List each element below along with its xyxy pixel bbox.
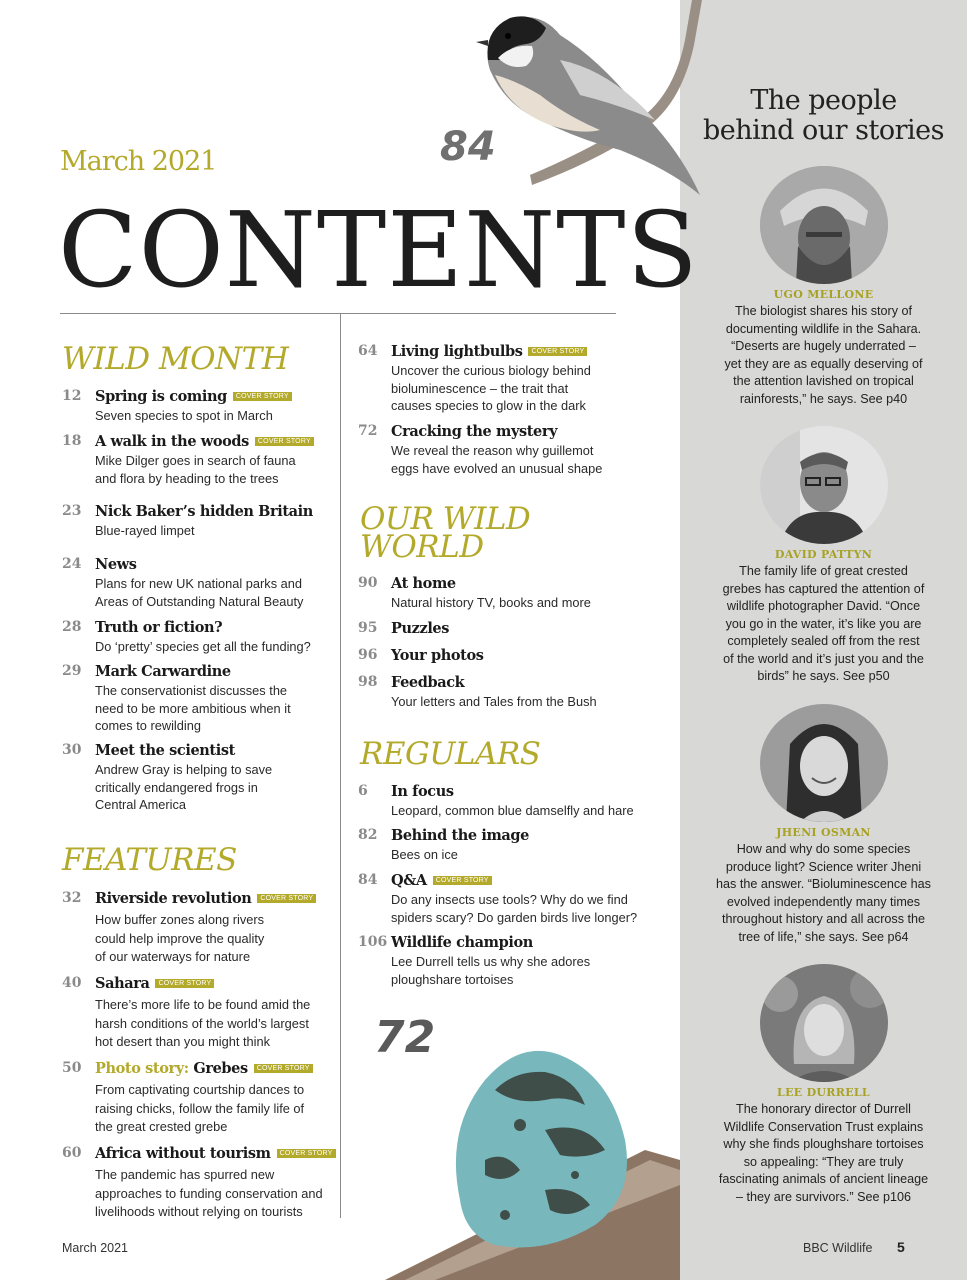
page-number: 95 — [358, 620, 378, 636]
entry-description: Uncover the curious biology behind bioluminescence – the trait that causes species to glow in the dark — [391, 363, 591, 413]
entry-title: A walk in the woods COVER STORY — [95, 433, 314, 450]
bio-line: How and why do some species — [736, 842, 911, 856]
entry-description: Your letters and Tales from the Bush — [391, 694, 597, 709]
page-number: 32 — [62, 890, 82, 906]
entry-description: Leopard, common blue damselfly and hare — [391, 803, 634, 818]
bio-line: has the answer. “Bioluminescence has — [716, 877, 931, 891]
entry-description: Plans for new UK national parks and Areas of Outstanding Natural Beauty — [95, 576, 304, 609]
avatar — [760, 166, 888, 284]
contributor-ugo-mellone — [680, 166, 967, 408]
bio-line: evolved independently many times — [726, 894, 921, 909]
sidebar-title-line-2: behind our stories — [702, 115, 944, 146]
entry-description: Seven species to spot in March — [95, 408, 273, 423]
entry-title: Puzzles — [391, 620, 450, 637]
contributor-bio — [704, 303, 944, 408]
section-title-our-wild-world: OUR WILD WORLD — [360, 501, 531, 565]
entry-title: Your photos — [391, 647, 484, 664]
entry-description: Do any insects use tools? Why do we find spiders scary? Do garden birds live longer? — [391, 892, 638, 925]
entry-title: Q&A COVER STORY — [391, 872, 492, 889]
cover-story-badge: COVER STORY — [433, 876, 492, 885]
bio-line: – they are survivors.” See p106 — [735, 1189, 911, 1204]
bio-line: birds” he says. See p50 — [757, 669, 890, 683]
page-number: 24 — [62, 556, 82, 572]
section-title-features: FEATURES — [62, 842, 237, 878]
egg-page-number: 72 — [374, 1012, 436, 1063]
entry-description: Bees on ice — [391, 847, 458, 862]
bio-line: so appealing: “They are truly — [743, 1154, 904, 1169]
bio-line: wildlife photographer David. “Once — [726, 599, 921, 613]
footer-magazine-name: BBC Wildlife — [803, 1241, 873, 1255]
cover-story-badge: COVER STORY — [254, 1064, 313, 1073]
entry-title: Nick Baker’s hidden Britain — [95, 503, 313, 520]
entry-title: Meet the scientist — [95, 742, 235, 759]
bio-line: rainforests,” he says. See p40 — [739, 391, 908, 406]
bio-line: why she finds ploughshare tortoises — [723, 1137, 924, 1151]
contributor-name: LEE DURRELL — [777, 1086, 870, 1099]
bio-line: Wildlife Conservation Trust explains — [723, 1119, 924, 1134]
bio-line: documenting wildlife in the Sahara. — [725, 321, 922, 336]
page-number: 50 — [62, 1060, 82, 1076]
page-number: 29 — [62, 663, 82, 679]
entry-description: We reveal the reason why guillemot eggs have evolved an unusual shape — [391, 443, 603, 476]
sidebar-title-line-1: The people — [750, 85, 897, 116]
entry-description: The conservationist discusses the need to be more ambitious when it comes to rewilding — [95, 683, 291, 733]
bio-line: The honorary director of Durrell — [736, 1102, 911, 1116]
entry-description: Mike Dilger goes in search of fauna and flora by heading to the trees — [95, 453, 296, 486]
bio-line: completely sealed off from the rest — [727, 634, 920, 648]
avatar — [760, 704, 888, 822]
entry-title: Spring is coming COVER STORY — [95, 388, 292, 405]
entry-description: Blue-rayed limpet — [95, 523, 195, 538]
contributor-david-pattyn — [680, 426, 967, 686]
entry-title: Feedback — [391, 674, 465, 691]
entry-title: Riverside revolution COVER STORY — [95, 890, 316, 907]
cover-story-badge: COVER STORY — [233, 392, 292, 401]
entry-description: From captivating courtship dances to raising chicks, follow the family life of the great crested grebe — [95, 1082, 305, 1134]
page-number: 90 — [358, 575, 378, 591]
bio-line: tree of life,” she says. See p64 — [738, 929, 909, 944]
cover-story-badge: COVER STORY — [255, 437, 314, 446]
page-number: 40 — [62, 975, 82, 991]
entry-title: News — [95, 556, 137, 573]
cover-story-badge: COVER STORY — [257, 894, 316, 903]
entry-title: Truth or fiction? — [95, 619, 223, 636]
entry-title: Africa without tourism COVER STORY — [95, 1145, 336, 1162]
page-number: 106 — [358, 934, 388, 950]
entry-description: There’s more life to be found amid the harsh conditions of the world’s largest hot desert than you might think — [95, 997, 311, 1049]
contributor-bio — [704, 1101, 944, 1206]
contributors-sidebar — [680, 0, 967, 1280]
contributor-lee-durrell — [680, 964, 967, 1206]
cover-story-badge: COVER STORY — [155, 979, 214, 988]
contributor-bio — [704, 841, 944, 946]
page-number: 28 — [62, 619, 82, 635]
entry-description: Do ‘pretty’ species get all the funding? — [95, 639, 311, 654]
avatar — [760, 426, 888, 544]
bio-line: The biologist shares his story of — [734, 304, 913, 318]
contributor-name: JHENI OSMAN — [776, 826, 871, 839]
page-number: 98 — [358, 674, 378, 690]
bio-line: throughout history and all across the — [721, 912, 926, 926]
entry-title: Mark Carwardine — [95, 663, 231, 680]
page-number: 84 — [358, 872, 378, 888]
page-title: CONTENTS — [58, 189, 699, 311]
cover-story-badge: COVER STORY — [528, 347, 587, 356]
contributor-name: UGO MELLONE — [773, 288, 874, 301]
footer-date: March 2021 — [62, 1241, 129, 1255]
bio-line: you go in the water, it’s like you are — [725, 616, 922, 631]
bio-line: of the world and it’s just you and the — [723, 651, 924, 666]
page-number: 64 — [358, 343, 378, 359]
entry-description: Natural history TV, books and more — [391, 595, 591, 610]
footer-page-number: 5 — [897, 1239, 905, 1255]
chickadee-image — [470, 0, 710, 200]
page-number: 82 — [358, 827, 378, 843]
bio-line: “Deserts are hugely underrated – — [731, 339, 916, 353]
page-number: 12 — [62, 388, 82, 404]
section-title-regulars: REGULARS — [360, 736, 541, 772]
entry-title: Cracking the mystery — [391, 423, 558, 440]
page-number: 30 — [62, 742, 82, 758]
page-number: 72 — [358, 423, 378, 439]
entry-description: The pandemic has spurred new approaches to funding conservation and livelihoods without relying on tourists — [95, 1167, 323, 1219]
avatar — [760, 964, 888, 1082]
entry-description: Andrew Gray is helping to save critically endangered frogs in Central America — [95, 762, 273, 812]
entry-title: Living lightbulbs COVER STORY — [391, 343, 587, 360]
sidebar-title — [680, 86, 967, 146]
bird-page-number: 84 — [440, 124, 496, 170]
page-number: 6 — [358, 783, 368, 799]
entry-description: Lee Durrell tells us why she adores ploughshare tortoises — [391, 954, 591, 987]
page-number: 18 — [62, 433, 82, 449]
contributor-bio — [704, 563, 944, 686]
page-number: 23 — [62, 503, 82, 519]
entry-title: Photo story: Grebes COVER STORY — [95, 1060, 313, 1077]
issue-date: March 2021 — [60, 146, 217, 177]
cover-story-badge: COVER STORY — [277, 1149, 336, 1158]
contributor-name: DAVID PATTYN — [774, 548, 873, 561]
entry-title: Sahara COVER STORY — [95, 975, 214, 992]
section-title-wild-month: WILD MONTH — [62, 341, 289, 377]
entry-description: How buffer zones along rivers could help improve the quality of our waterways for nature — [95, 912, 265, 964]
entry-title: Behind the image — [391, 827, 529, 844]
bio-line: fascinating animals of ancient lineage — [718, 1172, 929, 1186]
page-number: 96 — [358, 647, 378, 663]
bio-line: grebes has captured the attention of — [722, 581, 925, 596]
bio-line: produce light? Science writer Jheni — [725, 859, 922, 874]
bio-line: The family life of great crested — [739, 564, 908, 578]
entry-title: At home — [391, 575, 456, 592]
contributor-jheni-osman — [680, 704, 967, 946]
bio-line: the attention lavished on tropical — [733, 374, 914, 388]
entry-title: In focus — [391, 783, 454, 800]
entry-title: Wildlife champion — [391, 934, 533, 951]
divider-horizontal — [60, 313, 616, 314]
bio-line: yet they are as equally deserving of — [724, 356, 923, 371]
page-number: 60 — [62, 1145, 82, 1161]
